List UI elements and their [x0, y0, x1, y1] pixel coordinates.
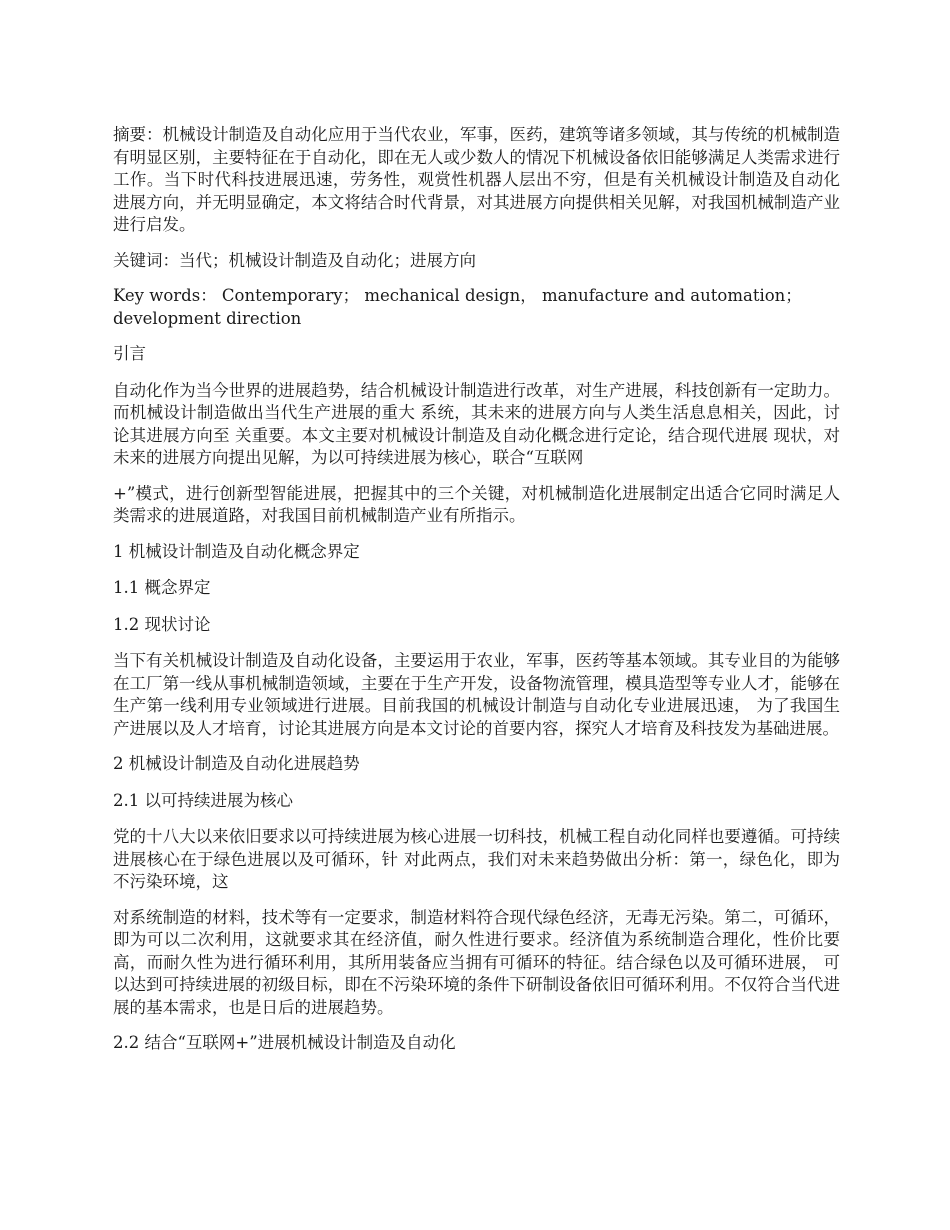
section-heading-intro: 引言	[113, 344, 146, 363]
sustainability-paragraph-2: 对系统制造的材料，技术等有一定要求，制造材料符合现代绿色经济，无毒无污染。第二，可循环，即为可以二次利用，这就要求其在经济值，耐久性进行要求。经济值为系统制造合理化，性价比要高，而耐久性为进行循环利用，其所用装备应当拥有可循环的特征。结合绿色以及可循环进展， 可以达到可持续进展的初级目标，即在不污染环境的条件下研制设备依旧可循环利用。不仅符合当代进展的基本需求，也是日后的进展趋势。	[113, 907, 840, 1017]
section-heading-1: 1 机械设计制造及自动化概念界定	[113, 541, 360, 561]
subsection-heading-2-2: 2.2 结合“互联网+”进展机械设计制造及自动化	[113, 1033, 456, 1052]
sustainability-paragraph-1: 党的十八大以来依旧要求以可持续进展为核心进展一切科技，机械工程自动化同样也要遵循。可持续进展核心在于绿色进展以及可循环，针 对此两点，我们对未来趋势做出分析：第一，绿色化，即为不污染环境，这	[113, 827, 840, 891]
keywords-en: Key words： Contemporary； mechanical design， manufacture and automation； development direction	[113, 286, 802, 328]
subsection-heading-1-1: 1.1 概念界定	[113, 578, 211, 597]
subsection-heading-2-1: 2.1 以可持续进展为核心	[113, 790, 293, 810]
intro-paragraph-2: +”模式，进行创新型智能进展，把握其中的三个关键，对机械制造化进展制定出适合它同时满足人类需求的进展道路，对我国目前机械制造产业有所指示。	[113, 483, 840, 525]
intro-paragraph-1: 自动化作为当今世界的进展趋势，结合机械设计制造进行改革，对生产进展，科技创新有一定助力。而机械设计制造做出当代生产进展的重大 系统，其未来的进展方向与人类生活息息相关，因此，讨论其进展方向至 关重要。本文主要对机械设计制造及自动化概念进行定论，结合现代进展 现状，对未来的进展方向提出见解，为以可持续进展为核心，联合“互联网	[113, 380, 840, 467]
status-paragraph: 当下有关机械设计制造及自动化设备，主要运用于农业，军事，医药等基本领域。其专业目的为能够在工厂第一线从事机械制造领域，主要在于生产开发，设备物流管理，模具造型等专业人才，能够在生产第一线利用专业领域进行进展。目前我国的机械设计制造与自动化专业进展迅速， 为了我国生产进展以及人才培育，讨论其进展方向是本文讨论的首要内容，探究人才培育及科技发为基础进展。	[113, 651, 840, 738]
abstract-paragraph: 摘要：机械设计制造及自动化应用于当代农业，军事，医药，建筑等诸多领域，其与传统的机械制造有明显区别，主要特征在于自动化，即在无人或少数人的情况下机械设备依旧能够满足人类需求进行工作。当下时代科技进展迅速，劳务性，观赏性机器人层出不穷，但是有关机械设计制造及自动化 进展方向，并无明显确定，本文将结合时代背景，对其进展方向提供相关见解，对我国机械制造产业进行启发。	[113, 125, 840, 234]
subsection-heading-1-2: 1.2 现状讨论	[113, 614, 211, 634]
keywords-cn: 关键词：当代；机械设计制造及自动化；进展方向	[113, 250, 476, 270]
section-heading-2: 2 机械设计制造及自动化进展趋势	[113, 754, 360, 773]
